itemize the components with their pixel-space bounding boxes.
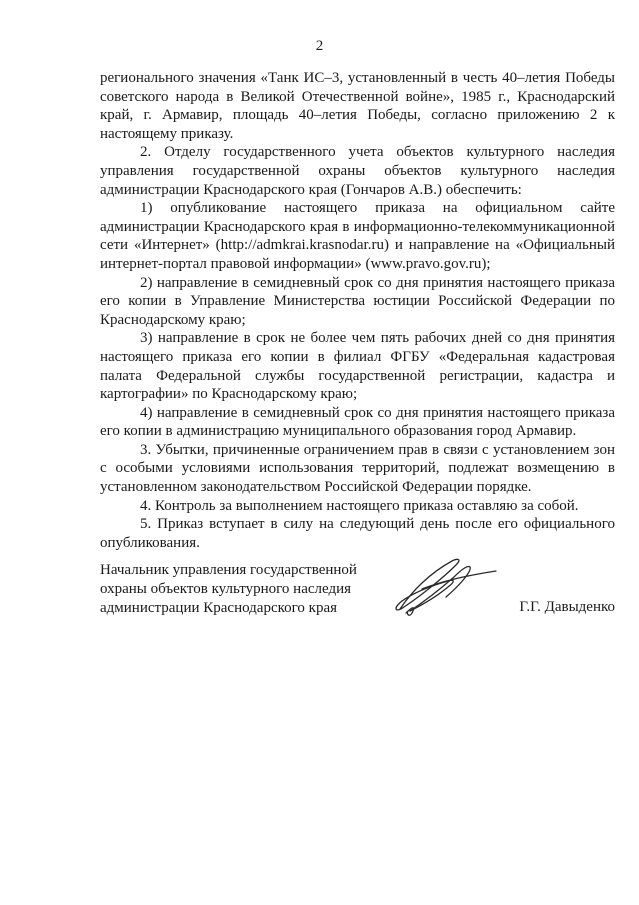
paragraph-subitem-2: 2) направление в семидневный срок со дня принятия настоящего приказа его копии в Управление Министерства юстиции Российской Федерации по Краснодарскому краю; — [100, 274, 615, 328]
signature-block — [100, 561, 615, 621]
position-line: администрации Краснодарского края — [100, 600, 338, 616]
paragraph-item-4: 4. Контроль за выполнением настоящего приказа оставляю за собой. — [140, 497, 579, 514]
signatory-position — [100, 561, 400, 618]
paragraph-subitem-1: 1) опубликование настоящего приказа на официальном сайте администрации Краснодарского края в информационно-телекоммуникационной сети «Интернет» (http://admkrai.krasnodar.ru) и направление на «Официальный интернет-портал правовой информации» (www.pravo.gov.ru); — [100, 200, 615, 272]
document-body — [100, 69, 615, 552]
paragraph-item-3: 3. Убытки, причиненные ограничением прав в связи с установлением зон с особыми условиями использования территорий, подлежат возмещению в установленном законодательством Российской Федерации порядке. — [100, 441, 615, 496]
page-number: 2 — [315, 38, 324, 54]
paragraph-item-5: 5. Приказ вступает в силу на следующий день после его официального опубликования. — [100, 516, 615, 551]
position-line: Начальник управления государственной — [100, 562, 357, 578]
paragraph-item-2: 2. Отделу государственного учета объектов культурного наследия управления государственной охраны объектов культурного наследия администрации Краснодарского края (Гончаров А.В.) обеспечить: — [100, 144, 615, 198]
signatory-name: Г.Г. Давыденко — [519, 599, 615, 615]
paragraph-continuation: регионального значения «Танк ИС–3, установленный в честь 40–летия Победы советского народа в Великой Отечественной войне», 1985 г., Краснодарский край, г. Армавир, площадь 40–летия Победы, согласно приложению 2 к настоящему приказу. — [100, 70, 615, 142]
paragraph-subitem-4: 4) направление в семидневный срок со дня принятия настоящего приказа его копии в администрацию муниципального образования город Армавир. — [100, 404, 615, 440]
position-line: охраны объектов культурного наследия — [100, 581, 352, 597]
paragraph-subitem-3: 3) направление в срок не более чем пять рабочих дней со дня принятия настоящего приказа его копии в филиал ФГБУ «Федеральная кадастровая палата Федеральной службы государственной регистрации, кадастра и картографии» по Краснодарскому краю; — [100, 330, 615, 403]
handwritten-signature — [382, 551, 502, 623]
